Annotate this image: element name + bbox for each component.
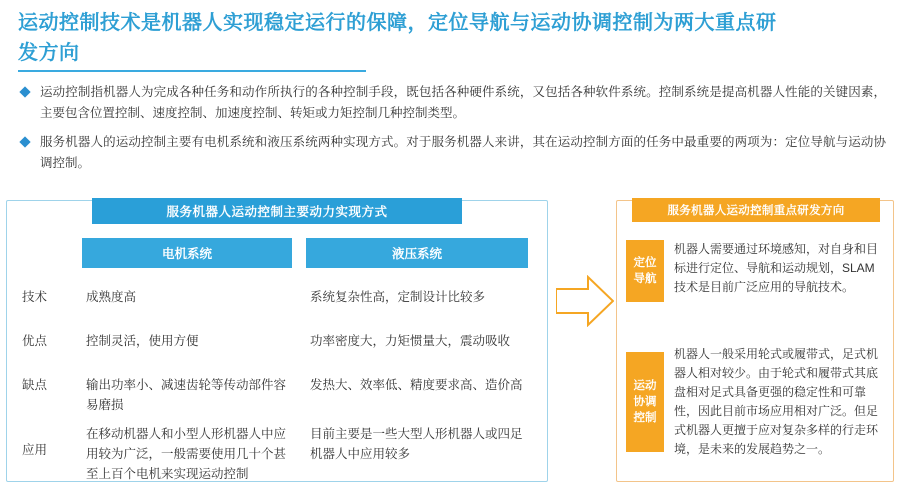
left-panel-header: 服务机器人运动控制主要动力实现方式 <box>92 198 462 224</box>
bullet-list <box>18 82 886 182</box>
cell-motor-advantages: 控制灵活，使用方便 <box>86 334 199 348</box>
cell-hydraulic-applications: 目前主要是一些大型人形机器人或四足机器人中应用较多 <box>310 427 523 461</box>
right-panel-header: 服务机器人运动控制重点研发方向 <box>632 198 880 222</box>
focus-text-localization: 机器人需要通过环境感知，对自身和目标进行定位、导航和运动规划，SLAM技术是目前广泛应用的导航技术。 <box>674 242 879 294</box>
diamond-bullet-icon <box>19 136 30 147</box>
focus-text-motion-coordination: 机器人一般采用轮式或履带式，足式机器人相对较少。由于轮式和履带式其底盘相对足式具备更强的稳定性和可靠性，因此目前市场应用相对广泛。但足式机器人更擅于应对复杂多样的行走环境，是未来的发展趋势之一。 <box>674 347 879 456</box>
bullet-item <box>18 82 886 124</box>
cell-hydraulic-advantages: 功率密度大，力矩惯量大，震动吸收 <box>310 334 511 348</box>
diamond-bullet-icon <box>19 86 30 97</box>
bullet-text: 服务机器人的运动控制主要有电机系统和液压系统两种实现方式。对于服务机器人来讲，其在运动控制方面的任务中最重要的两项为：定位导航与运动协调控制。 <box>40 135 886 170</box>
right-arrow-icon <box>556 275 614 327</box>
cell-motor-applications: 在移动机器人和小型人形机器人中应用较为广泛，一般需要使用几十个甚至上百个电机来实现运动控制 <box>86 427 287 481</box>
page-title: 运动控制技术是机器人实现稳定运行的保障，定位导航与运动协调控制为两大重点研发方向 <box>18 12 777 64</box>
row-label-applications: 应用 <box>22 443 48 457</box>
cell-motor-technology: 成熟度高 <box>86 290 137 304</box>
column-header-hydraulic: 液压系统 <box>306 238 528 268</box>
cell-hydraulic-disadvantages: 发热大、效率低、精度要求高、造价高 <box>310 378 523 392</box>
row-label-disadvantages: 缺点 <box>22 378 48 392</box>
focus-tag-motion-coordination: 运动协调控制 <box>626 352 664 452</box>
row-label-technology: 技术 <box>22 290 48 304</box>
bullet-item <box>18 132 886 174</box>
title-underline <box>18 70 366 72</box>
row-label-advantages: 优点 <box>22 334 48 348</box>
cell-hydraulic-technology: 系统复杂性高，定制设计比较多 <box>310 290 486 304</box>
column-header-motor: 电机系统 <box>82 238 292 268</box>
focus-tag-localization: 定位导航 <box>626 240 664 302</box>
bullet-text: 运动控制指机器人为完成各种任务和动作所执行的各种控制手段，既包括各种硬件系统，又包括各种软件系统。控制系统是提高机器人性能的关键因素，主要包含位置控制、速度控制、加速度控制、转矩或力矩控制几种控制类型。 <box>40 85 886 120</box>
cell-motor-disadvantages: 输出功率小、减速齿轮等传动部件容易磨损 <box>86 378 287 412</box>
